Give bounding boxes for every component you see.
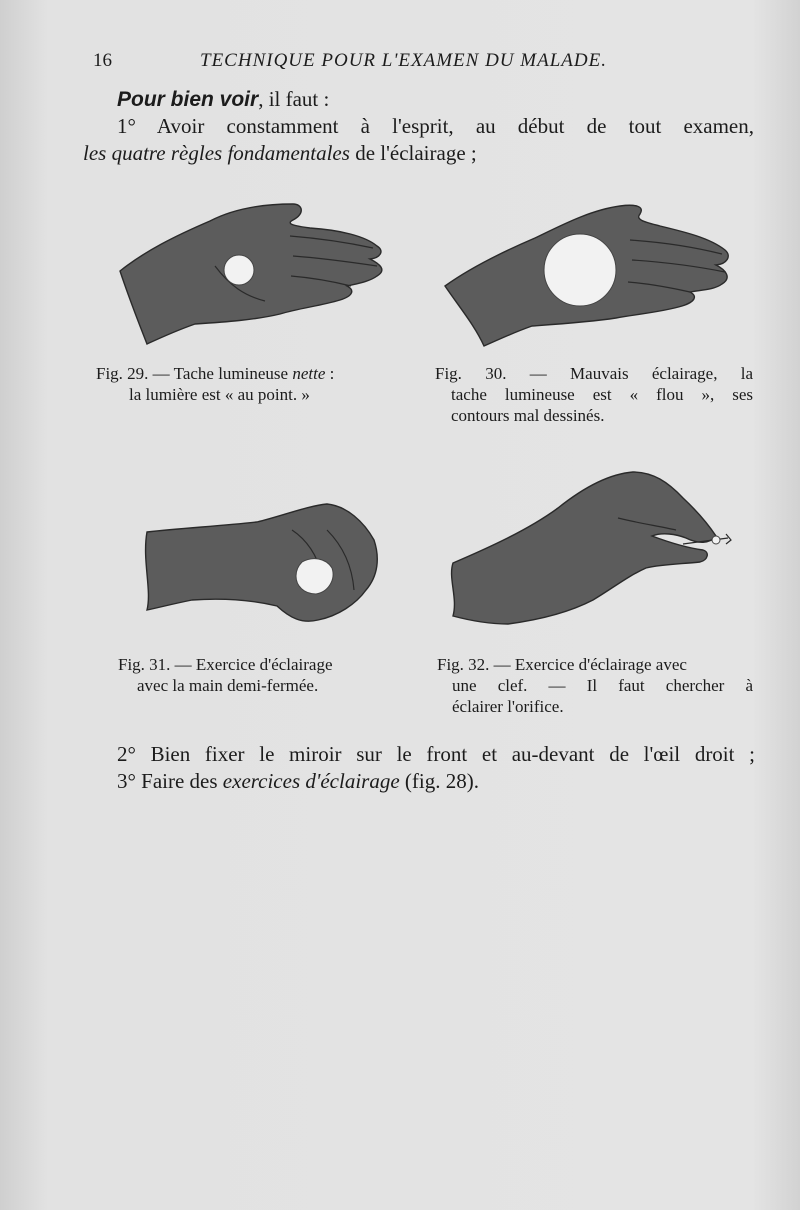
fig32-hand: [452, 472, 716, 624]
page-number: 16: [93, 50, 112, 71]
fig30-light-spot: [544, 234, 616, 306]
fig31-light-spot: [296, 559, 333, 594]
fig32-caption-line2: une clef. — Il faut chercher à: [452, 676, 753, 695]
fig30-caption-line3: contours mal dessinés.: [451, 406, 605, 425]
fig30-caption-line2: tache lumineuse est « flou », ses: [451, 385, 753, 404]
item1-italic: les quatre règles fondamentales: [83, 141, 350, 165]
intro-lead-bold: Pour bien voir: [117, 88, 259, 111]
item3-italic: exercices d'éclairage: [222, 769, 400, 793]
fig29-caption-italic: nette: [292, 364, 326, 383]
intro-lead-rest: , il faut :: [258, 87, 330, 111]
fig29-caption-text: Fig. 29. — Tache lumineuse: [96, 364, 293, 383]
item2: 2° Bien fixer le miroir sur le front et au-devant de l'œil droit ;: [117, 742, 755, 766]
fig31-fist: [146, 504, 378, 621]
fig32-caption-line3: éclairer l'orifice.: [452, 697, 564, 716]
item3: [117, 766, 479, 796]
fig29-illustration: [115, 196, 395, 348]
fig30-caption-line1: Fig. 30. — Mauvais éclairage, la: [435, 364, 753, 383]
item1-end: de l'éclairage ;: [349, 141, 477, 165]
fig32-caption-line1: Fig. 32. — Exercice d'éclairage avec: [437, 655, 687, 674]
item1-line1: 1° Avoir constamment à l'esprit, au début de tout examen,: [117, 114, 754, 138]
fig29-caption-line1: [96, 363, 334, 384]
fig31-caption-line2: avec la main demi-fermée.: [137, 676, 319, 695]
fig31-caption-line1: Fig. 31. — Exercice d'éclairage: [118, 655, 333, 674]
item3-end: (fig. 28).: [399, 769, 479, 793]
fig32-key-spot: [712, 536, 720, 544]
fig29-light-spot: [224, 255, 254, 285]
item1-line2: [83, 138, 477, 168]
running-title: TECHNIQUE POUR L'EXAMEN DU MALADE.: [200, 50, 607, 71]
fig29-caption-colon: :: [325, 364, 335, 383]
fig32-illustration: [448, 468, 733, 626]
item3-start: 3° Faire des: [117, 769, 223, 793]
fig31-illustration: [142, 500, 382, 630]
fig30-illustration: [440, 198, 735, 350]
fig29-caption-line2: la lumière est « au point. »: [129, 385, 310, 404]
